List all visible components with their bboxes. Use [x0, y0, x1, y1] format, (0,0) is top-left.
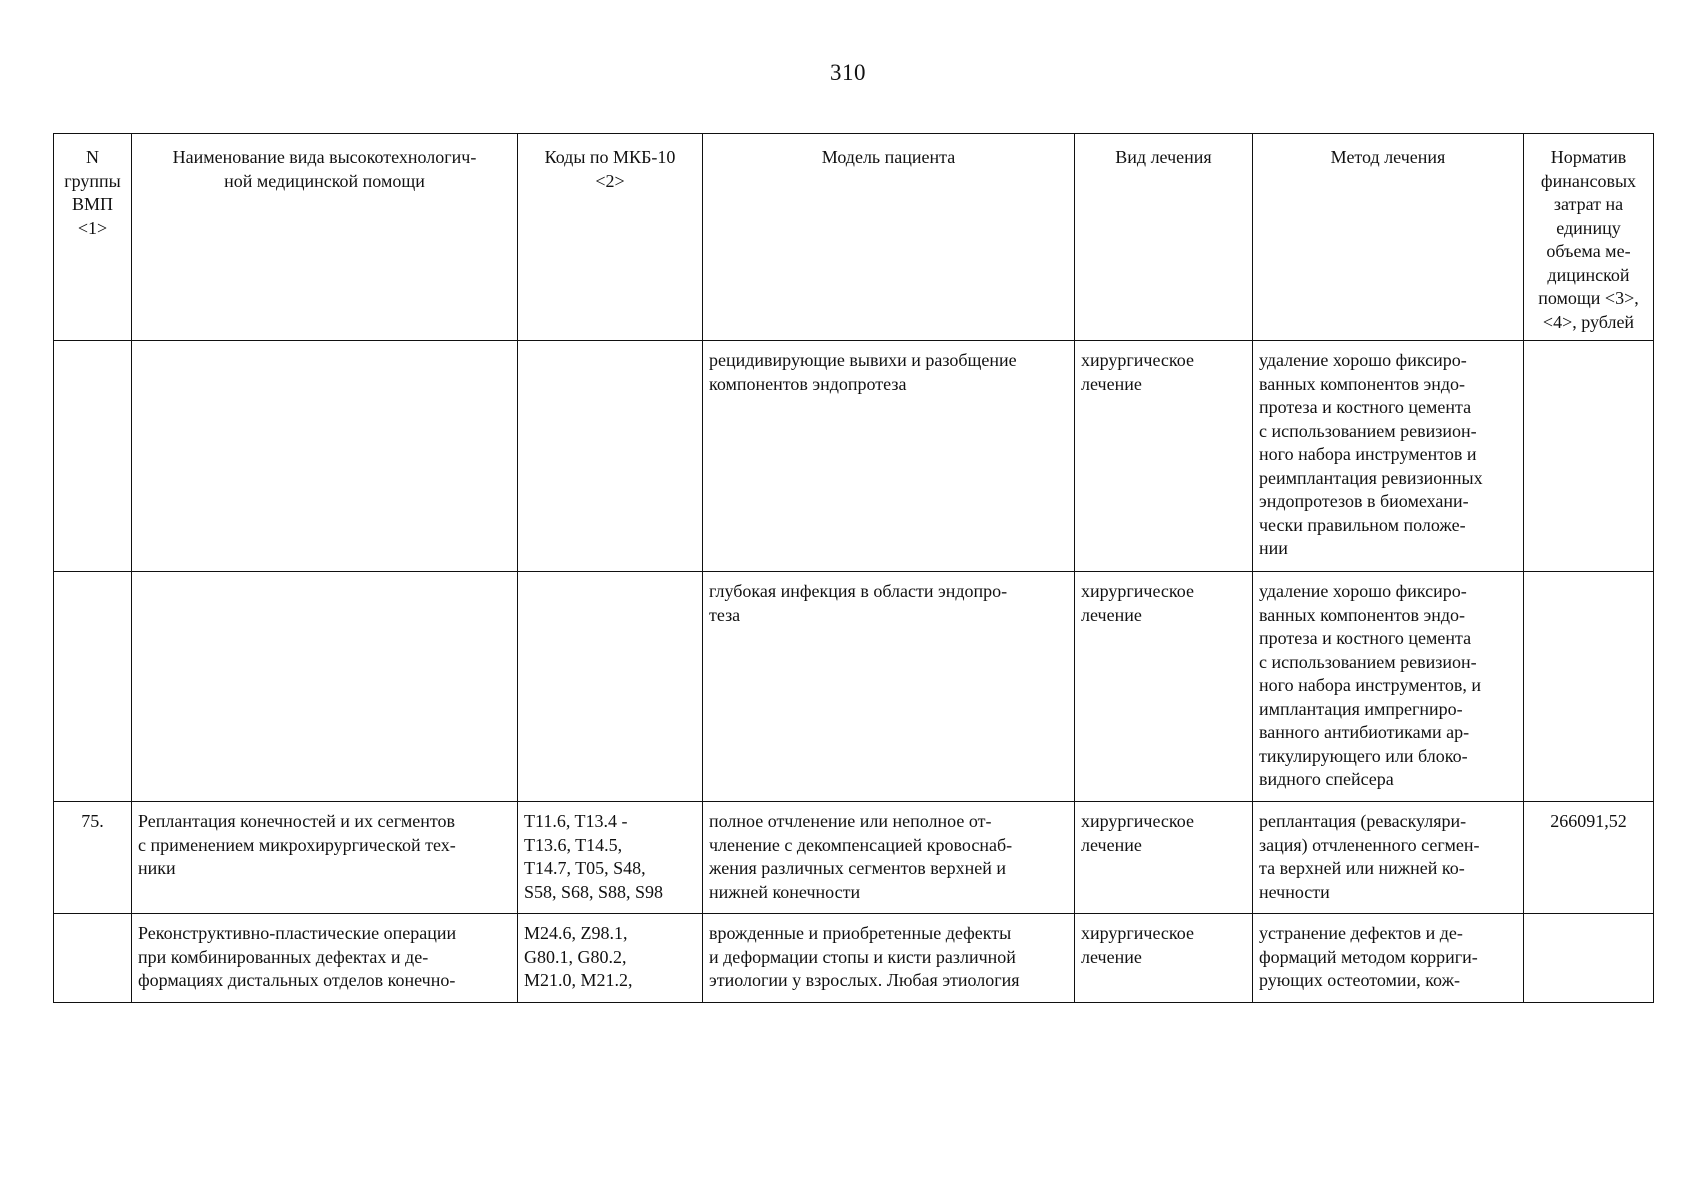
cell-patient-model — [703, 914, 1075, 1003]
cell-group-number — [54, 802, 132, 914]
text-line: жения различных сегментов верхней и — [709, 858, 1006, 878]
text-line: с использованием ревизион- — [1259, 651, 1477, 672]
text-line: рующих остеотомии, кож- — [1259, 970, 1461, 990]
text-line: 266091,52 — [1550, 811, 1627, 831]
text-line: T13.6, T14.5, — [524, 834, 623, 855]
cell-treatment-method — [1253, 914, 1524, 1003]
cell-treatment-type — [1075, 572, 1253, 802]
text-line: и деформации стопы и кисти различной — [709, 946, 1016, 967]
text-line: Модель пациента — [821, 147, 956, 167]
cell-icd10-codes — [518, 572, 703, 802]
table-row — [54, 572, 1654, 802]
text-line: полное отчленение или неполное от- — [709, 811, 992, 831]
text-line: чески правильном положе- — [1259, 514, 1466, 535]
header-financial-norm — [1524, 134, 1654, 341]
text-line: Норматив — [1550, 147, 1627, 167]
cell-treatment-type — [1075, 802, 1253, 914]
header-care-type-name — [132, 134, 518, 341]
text-line: ВМП — [71, 194, 113, 214]
text-line: эндопротезов в биомехани- — [1259, 491, 1469, 511]
cell-patient-model — [703, 572, 1075, 802]
text-line: глубокая инфекция в области эндопро- — [709, 581, 1008, 601]
cell-icd10-codes — [518, 341, 703, 572]
text-line: при комбинированных дефектах и де- — [138, 946, 429, 967]
text-line: нии — [1259, 538, 1288, 558]
text-line: хирургическое — [1081, 923, 1194, 943]
text-line: зация) отчлененного сегмен- — [1259, 834, 1480, 855]
cell-treatment-method — [1253, 572, 1524, 802]
cell-care-type-name — [132, 341, 518, 572]
cell-financial-norm — [1524, 341, 1654, 572]
text-line: с применением микрохирургической тех- — [138, 834, 456, 855]
text-line: лечение — [1081, 834, 1142, 855]
text-line: удаление хорошо фиксиро- — [1259, 350, 1467, 370]
text-line: T14.7, T05, S48, — [524, 858, 646, 878]
cell-treatment-type — [1075, 341, 1253, 572]
text-line: затрат на — [1553, 194, 1624, 214]
text-line: имплантация импрегниро- — [1259, 698, 1463, 719]
text-line: ванных компонентов эндо- — [1259, 604, 1466, 625]
text-line: тикулирующего или блоко- — [1259, 745, 1468, 766]
page-number: 310 — [830, 60, 866, 85]
header-icd10-codes — [518, 134, 703, 341]
text-line: T11.6, T13.4 - — [524, 811, 628, 831]
vmp-table — [53, 133, 1654, 1003]
text-line: ванного антибиотиками ар- — [1259, 722, 1470, 742]
text-line: протеза и костного цемента — [1259, 397, 1472, 417]
text-line: членение с декомпенсацией кровоснаб- — [709, 834, 1013, 855]
text-line: M24.6, Z98.1, — [524, 923, 628, 943]
text-line: лечение — [1081, 946, 1142, 967]
cell-treatment-method — [1253, 341, 1524, 572]
text-line: лечение — [1081, 604, 1142, 625]
text-line: рецидивирующие вывихи и разобщение — [709, 350, 1017, 370]
text-line: Наименование вида высокотехнологич- — [172, 147, 477, 167]
text-line: реимплантация ревизионных — [1259, 467, 1483, 488]
text-line: формациях дистальных отделов конечно- — [138, 970, 456, 990]
cell-icd10-codes — [518, 802, 703, 914]
text-line: формаций методом корриги- — [1259, 946, 1478, 967]
text-line: Реконструктивно-пластические операции — [138, 923, 457, 943]
table-header-row — [54, 134, 1654, 341]
text-line: M21.0, M21.2, — [524, 970, 633, 990]
header-treatment-type — [1075, 134, 1253, 341]
text-line: врожденные и приобретенные дефекты — [709, 923, 1012, 943]
cell-icd10-codes — [518, 914, 703, 1003]
text-line: та верхней или нижней ко- — [1259, 858, 1465, 878]
text-line: ники — [138, 858, 176, 878]
cell-financial-norm — [1524, 572, 1654, 802]
text-line: протеза и костного цемента — [1259, 628, 1472, 648]
text-line: <4>, рублей — [1542, 311, 1635, 332]
text-line: ной медицинской помощи — [224, 170, 425, 191]
text-line: теза — [709, 604, 741, 625]
table-row — [54, 341, 1654, 572]
header-group-number — [54, 134, 132, 341]
text-line: хирургическое — [1081, 811, 1194, 831]
text-line: хирургическое — [1081, 581, 1194, 601]
text-line: объема ме- — [1546, 241, 1631, 261]
table-row — [54, 914, 1654, 1003]
text-line: ванных компонентов эндо- — [1259, 373, 1466, 394]
cell-care-type-name — [132, 572, 518, 802]
text-line: Коды по МКБ-10 — [544, 147, 676, 167]
text-line: Метод лечения — [1330, 147, 1446, 167]
text-line: этиологии у взрослых. Любая этиология — [709, 970, 1020, 990]
text-line: дицинской — [1547, 264, 1630, 285]
cell-group-number — [54, 914, 132, 1003]
cell-treatment-method — [1253, 802, 1524, 914]
text-line: помощи <3>, — [1538, 288, 1639, 308]
text-line: группы — [64, 170, 121, 191]
table-row — [54, 802, 1654, 914]
text-line: реплантация (реваскуляри- — [1259, 811, 1467, 831]
text-line: 75. — [81, 811, 104, 831]
text-line: ного набора инструментов и — [1259, 444, 1477, 464]
text-line: компонентов эндопротеза — [709, 373, 907, 394]
cell-treatment-type — [1075, 914, 1253, 1003]
text-line: <1> — [77, 217, 108, 238]
text-line: хирургическое — [1081, 350, 1194, 370]
text-line: N — [86, 147, 99, 167]
cell-financial-norm — [1524, 802, 1654, 914]
text-line: финансовых — [1540, 170, 1637, 191]
header-treatment-method — [1253, 134, 1524, 341]
text-line: Реплантация конечностей и их сегментов — [138, 811, 455, 831]
header-patient-model — [703, 134, 1075, 341]
text-line: лечение — [1081, 373, 1142, 394]
text-line: удаление хорошо фиксиро- — [1259, 581, 1467, 601]
cell-care-type-name — [132, 802, 518, 914]
text-line: нижней конечности — [709, 881, 861, 902]
text-line: видного спейсера — [1259, 769, 1394, 789]
text-line: устранение дефектов и де- — [1259, 923, 1463, 943]
cell-financial-norm — [1524, 914, 1654, 1003]
text-line: с использованием ревизион- — [1259, 420, 1477, 441]
text-line: Вид лечения — [1115, 147, 1212, 167]
text-line: G80.1, G80.2, — [524, 946, 627, 967]
text-line: единицу — [1556, 217, 1621, 238]
text-line: <2> — [595, 170, 625, 191]
text-line: ного набора инструментов, и — [1259, 675, 1481, 695]
cell-group-number — [54, 572, 132, 802]
cell-group-number — [54, 341, 132, 572]
text-line: нечности — [1259, 881, 1330, 902]
cell-patient-model — [703, 802, 1075, 914]
text-line: S58, S68, S88, S98 — [524, 881, 664, 902]
cell-care-type-name — [132, 914, 518, 1003]
cell-patient-model — [703, 341, 1075, 572]
